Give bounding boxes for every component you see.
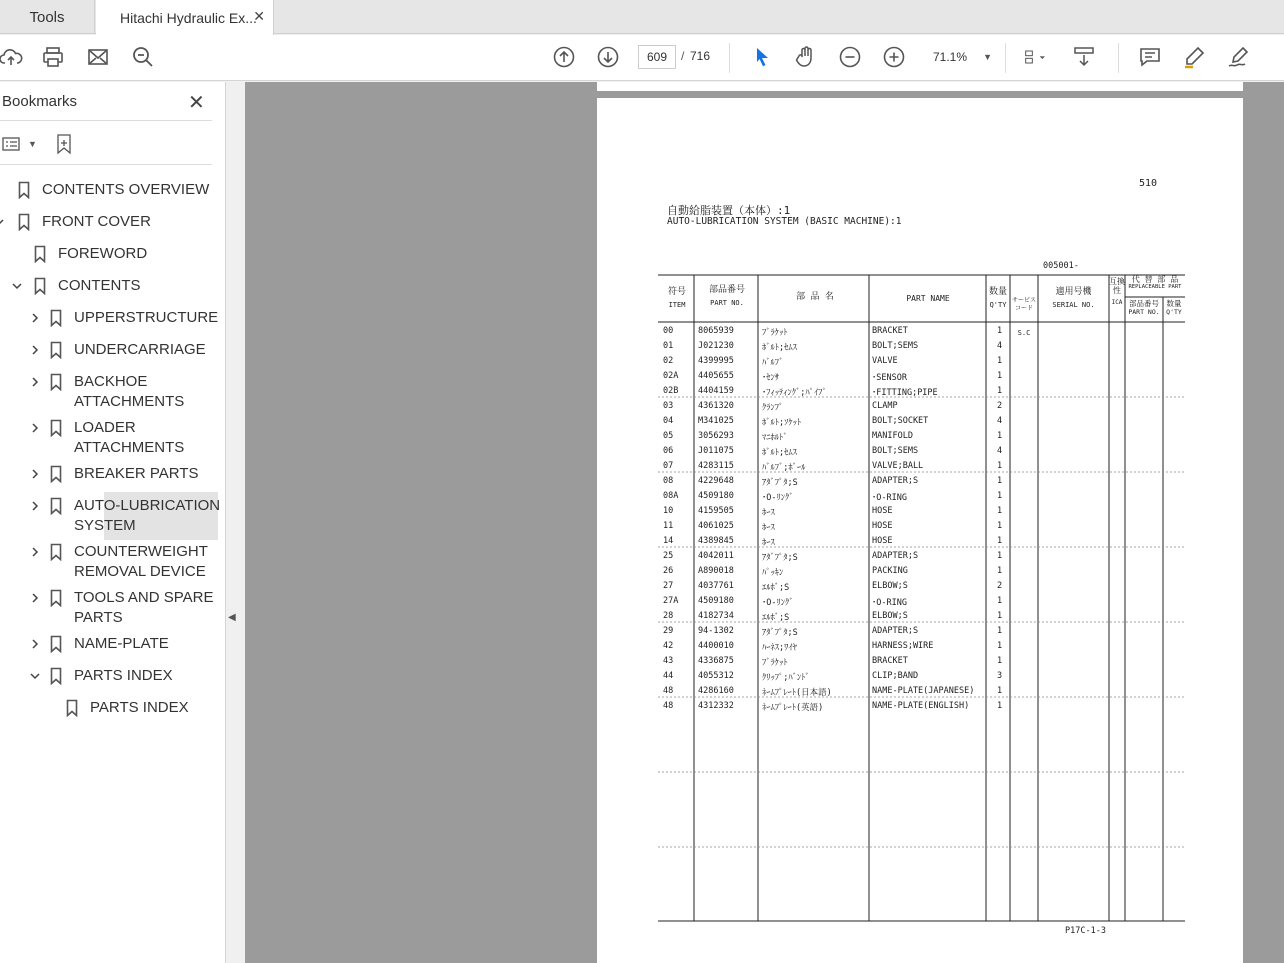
bookmark-icon [18,181,30,199]
cell-qty: 1 [997,656,1003,666]
page-separator: / [681,49,685,63]
bookmark-icon [18,213,30,231]
cell-qty: 3 [997,671,1003,681]
cell-qty: 1 [997,641,1003,651]
cell-name-jp: ﾎﾞﾙﾄ;ｾﾑｽ [762,343,797,353]
tab-tools-label: Tools [29,8,65,26]
bookmark-label [74,372,184,412]
chevron-right-icon[interactable] [28,591,42,605]
cell-item: 08A [663,491,679,501]
header-replaceable-qty: 数量 Q'TY [1166,299,1182,316]
cell-part-no: 4037761 [698,581,734,591]
tab-document-label: Hitachi Hydraulic Ex... [120,9,257,26]
cell-name-jp: ﾏﾆﾎﾙﾄﾞ [762,433,788,443]
bookmark-icon [50,465,62,483]
pdf-page [597,98,1243,963]
parts-table-grid [597,98,1243,963]
cell-item: 27 [663,581,674,591]
toolbar [0,35,1284,81]
cell-qty: 4 [997,341,1003,351]
cell-name-en: BOLT;SEMS [872,341,919,351]
zoom-select[interactable] [928,45,996,69]
cell-part-no: 4509180 [698,596,734,606]
bookmark-label-line1: BREAKER PARTS [74,465,199,482]
panel-divider [0,120,212,121]
cell-part-no: 4283115 [698,461,734,471]
tab-tools[interactable] [0,0,95,34]
cell-name-en: MANIFOLD [872,431,913,441]
bookmark-label [42,212,151,232]
sign-icon[interactable] [1225,44,1251,70]
chevron-right-icon[interactable] [28,343,42,357]
cell-item: 26 [663,566,674,576]
cell-qty: 1 [997,326,1003,336]
chevron-right-icon[interactable] [28,421,42,435]
footer-code: P17C-1-3 [1065,926,1106,936]
title-english: AUTO-LUBRICATION SYSTEM (BASIC MACHINE):1 [667,216,902,227]
bookmark-label [58,276,141,296]
title-japanese: 自動給脂装置（本体）:1 [667,204,791,217]
next-page-icon[interactable] [595,44,621,70]
cell-name-jp: ｸﾗﾝﾌﾟ [762,403,784,413]
bookmark-label-line2: SYSTEM [74,517,136,534]
bookmark-label-line2: ATTACHMENTS [74,439,185,456]
list-options-icon [2,135,24,153]
cell-name-en: CLIP;BAND [872,671,919,681]
cell-name-jp: ｱﾀﾞﾌﾟﾀ;S [762,553,798,563]
bookmark-item[interactable] [0,698,220,718]
bookmark-item[interactable] [0,666,220,686]
cell-name-jp: ･ｾﾝｻ [762,373,780,383]
cell-name-jp: ﾌﾞﾗｹｯﾄ [762,658,788,668]
chevron-right-icon[interactable] [28,499,42,513]
bookmark-item[interactable] [0,634,220,654]
cell-name-en: ADAPTER;S [872,476,919,486]
collapse-panel-icon[interactable]: ◀ [228,612,236,623]
close-panel-icon[interactable]: ✕ [188,92,205,114]
bookmark-item[interactable] [0,464,220,484]
bookmark-item[interactable] [0,308,220,328]
highlight-pen-icon[interactable] [1181,44,1207,70]
cell-item: 04 [663,416,674,426]
cell-item: 28 [663,611,674,621]
cell-item: 11 [663,521,674,531]
header-qty: 数量 Q'TY [988,287,1007,309]
cell-qty: 4 [997,416,1003,426]
cell-item: 43 [663,656,674,666]
bookmark-label-line1: UPPERSTRUCTURE [74,309,219,326]
zoom-value: 71.1% [933,50,968,64]
chevron-right-icon[interactable] [28,311,42,325]
cell-item: 14 [663,536,674,546]
cell-qty: 2 [997,401,1003,411]
cell-part-no: 4159505 [698,506,734,516]
cell-name-en: BOLT;SOCKET [872,416,929,426]
cell-part-no: 4405655 [698,371,734,381]
cell-name-en: ･O-RING [872,598,907,608]
cell-name-jp: ﾊｰﾈｽ;ﾜｲﾔ [762,643,797,653]
header-replaceable-part-no: 部品番号 PART NO. [1128,299,1160,316]
cell-part-no: 4182734 [698,611,734,621]
cell-item: 02A [663,371,679,381]
document-view[interactable] [245,82,1284,963]
cell-part-no: J011075 [698,446,734,456]
cell-part-no: 4361320 [698,401,734,411]
tab-document[interactable] [96,0,274,35]
bookmark-icon [66,699,78,717]
cell-qty: 1 [997,611,1003,621]
toolbar-divider [1118,43,1119,73]
bookmark-label [74,542,208,582]
add-bookmark-button[interactable] [54,132,76,156]
previous-page-icon[interactable] [551,44,577,70]
cell-item: 27A [663,596,679,606]
close-tab-icon[interactable]: ✕ [253,8,265,24]
panel-divider [0,164,212,165]
cell-qty: 1 [997,491,1003,501]
cell-qty: 1 [997,476,1003,486]
bookmark-label [90,698,189,718]
cell-name-jp: ｴﾙﾎﾞ;S [762,583,790,593]
cell-qty: 2 [997,581,1003,591]
cell-qty: 1 [997,686,1003,696]
page-total: 716 [690,49,711,63]
page-number-input[interactable]: 609 [638,45,676,69]
cell-name-en: ･SENSOR [872,373,907,383]
cell-name-en: ADAPTER;S [872,626,919,636]
cell-qty: 1 [997,506,1003,516]
bookmark-icon [34,277,46,295]
cell-item: 01 [663,341,674,351]
header-part-no: 部品番号 PART NO. [708,285,745,307]
bookmark-label [74,634,169,654]
cell-part-no: 3056293 [698,431,734,441]
chevron-down-icon: ▼ [28,139,37,149]
bookmark-icon [50,635,62,653]
cell-name-en: NAME-PLATE(ENGLISH) [872,701,970,711]
chevron-right-icon[interactable] [28,545,42,559]
cell-item: 42 [663,641,674,651]
cell-item: 00 [663,326,674,336]
cell-item: 44 [663,671,674,681]
bookmark-icon [50,309,62,327]
bookmark-label [74,666,173,686]
page-display-icon[interactable] [1016,44,1054,70]
cell-name-jp: ﾊﾟｯｷﾝ [762,568,784,578]
cell-part-no: M341025 [698,416,734,426]
bookmark-label-line1: LOADER [74,419,136,436]
cell-name-jp: ﾈｰﾑﾌﾟﾚｰﾄ(日本語) [762,688,832,698]
bookmark-icon [50,589,62,607]
bookmark-icon [50,497,62,515]
bookmark-icon [50,667,62,685]
bookmark-label-line1: TOOLS AND SPARE [74,589,214,606]
bookmark-item[interactable] [0,418,220,458]
bookmarks-panel [0,82,236,963]
toolbar-divider [729,43,730,73]
cell-item: 03 [663,401,674,411]
chevron-down-icon: ▼ [983,52,992,62]
cell-name-en: HOSE [872,521,893,531]
bookmarks-panel-title: Bookmarks [2,93,78,110]
cell-part-no: 4399995 [698,356,734,366]
header-item: 符号 ITEM [667,287,686,309]
cell-qty: 1 [997,461,1003,471]
chevron-down-icon[interactable] [0,215,6,229]
cell-name-en: VALVE;BALL [872,461,924,471]
bookmark-item[interactable] [0,180,220,200]
bookmark-label-line1: FRONT COVER [42,213,151,230]
chevron-right-icon[interactable] [28,467,42,481]
scroll-mode-icon[interactable] [1071,44,1097,70]
hand-tool-icon[interactable] [793,44,819,70]
cell-qty: 1 [997,356,1003,366]
upload-icon[interactable] [0,44,24,70]
cell-name-en: NAME-PLATE(JAPANESE) [872,686,975,696]
cell-item: 48 [663,686,674,696]
cell-item: 02B [663,386,679,396]
bookmark-label [74,340,206,360]
bookmark-label-line1: FOREWORD [58,245,148,262]
cell-name-jp: ﾎﾞﾙﾄ;ｾﾑｽ [762,448,797,458]
cell-item: 02 [663,356,674,366]
chevron-down-icon[interactable] [10,279,24,293]
cell-item: 48 [663,701,674,711]
cell-part-no: 8065939 [698,326,734,336]
cell-name-en: HOSE [872,536,893,546]
cell-part-no: 4061025 [698,521,734,531]
cell-name-en: VALVE [872,356,898,366]
bookmark-item[interactable] [0,340,220,360]
bookmark-icon [50,543,62,561]
cell-part-no: 4286160 [698,686,734,696]
previous-page-edge [597,82,1243,91]
cell-part-no: J021230 [698,341,734,351]
cell-part-no: A890018 [698,566,734,576]
cell-qty: 4 [997,446,1003,456]
cell-part-no: 4509180 [698,491,734,501]
cell-name-en: HOSE [872,506,893,516]
bookmark-label-line1: NAME-PLATE [74,635,169,652]
new-bookmark-icon [54,133,76,155]
cell-name-jp: ･ﾌｨｯﾃｨﾝｸﾞ;ﾊﾟｲﾌﾟ [762,388,827,398]
cell-qty: 1 [997,551,1003,561]
bookmark-item[interactable] [0,244,220,264]
cell-part-no: 4404159 [698,386,734,396]
cell-qty: 1 [997,536,1003,546]
chevron-right-icon[interactable] [28,637,42,651]
cell-item: 08 [663,476,674,486]
bookmark-item[interactable] [0,372,220,412]
search-icon[interactable] [130,44,156,70]
cell-name-en: BRACKET [872,656,908,666]
cell-part-no: 4400010 [698,641,734,651]
email-icon[interactable] [85,44,111,70]
serial-range: 005001- [1043,261,1079,271]
bookmark-item[interactable] [0,588,220,628]
cell-name-en: CLAMP [872,401,898,411]
bookmark-label-line2: ATTACHMENTS [74,393,185,410]
cell-item: 06 [663,446,674,456]
cell-name-jp: ｸﾘｯﾌﾟ;ﾊﾞﾝﾄﾞ [762,673,810,683]
cell-qty: 1 [997,626,1003,636]
bookmark-icon [50,341,62,359]
cell-name-jp: ﾎｰｽ [762,538,775,548]
cell-part-no: 4042011 [698,551,734,561]
cell-item: 10 [663,506,674,516]
cell-part-no: 4312332 [698,701,734,711]
cell-name-jp: ﾎﾞﾙﾄ;ｿｹｯﾄ [762,418,802,428]
cell-item: 07 [663,461,674,471]
header-service-code: サービス コード S.C [1011,297,1036,337]
cell-qty: 1 [997,701,1003,711]
cell-qty: 1 [997,596,1003,606]
bookmark-label-line1: PARTS INDEX [74,667,173,684]
cell-name-jp: ｴﾙﾎﾞ;S [762,613,790,623]
cell-name-en: ELBOW;S [872,581,908,591]
print-icon[interactable] [40,44,66,70]
bookmark-label [74,588,214,628]
bookmark-label-line1: COUNTERWEIGHT [74,543,208,560]
bookmark-label-line1: UNDERCARRIAGE [74,341,206,358]
bookmark-label [74,418,184,458]
cell-name-jp: ｱﾀﾞﾌﾟﾀ;S [762,628,798,638]
bookmark-label-line1: AUTO-LUBRICATION [74,497,221,514]
bookmark-icon [50,373,62,391]
page-number-label: 510 [1139,178,1158,189]
cell-name-en: HARNESS;WIRE [872,641,934,651]
cell-part-no: 94-1302 [698,626,734,636]
bookmark-label-line1: CONTENTS [58,277,141,294]
toolbar-divider [1005,43,1006,73]
cell-name-en: ･O-RING [872,493,907,503]
bookmark-label [74,496,220,536]
bookmark-item[interactable] [0,212,220,232]
bookmark-label-line1: PARTS INDEX [90,699,189,716]
cell-name-jp: ﾊﾞﾙﾌﾞ [762,358,784,368]
cell-part-no: 4055312 [698,671,734,681]
cell-part-no: 4336875 [698,656,734,666]
cell-name-jp: ﾎｰｽ [762,523,775,533]
cell-name-jp: ･O-ﾘﾝｸﾞ [762,598,794,608]
cell-qty: 1 [997,566,1003,576]
bookmark-item[interactable] [0,276,220,296]
tab-bar [0,0,1284,34]
bookmark-label-line2: REMOVAL DEVICE [74,563,206,580]
cell-name-en: ･FITTING;PIPE [872,388,938,398]
zoom-in-icon[interactable] [881,44,907,70]
cell-name-jp: ﾈｰﾑﾌﾟﾚｰﾄ(英語) [762,703,824,713]
cell-name-en: ADAPTER;S [872,551,919,561]
cell-qty: 1 [997,521,1003,531]
cell-item: 25 [663,551,674,561]
cell-name-en: BRACKET [872,326,908,336]
header-part-name-jp: 部 品 名 [796,292,834,302]
bookmark-label [58,244,147,264]
bookmark-label-line2: PARTS [74,609,123,626]
cell-name-jp: ﾊﾞﾙﾌﾞ;ﾎﾞｰﾙ [762,463,806,473]
cell-name-jp: ｱﾀﾞﾌﾟﾀ;S [762,478,798,488]
chevron-down-icon[interactable] [28,669,42,683]
cell-item: 29 [663,626,674,636]
zoom-out-icon[interactable] [837,44,863,70]
bookmark-label-line1: CONTENTS OVERVIEW [42,181,210,198]
bookmark-label-line1: BACKHOE [74,373,148,390]
cell-qty: 1 [997,386,1003,396]
bookmark-options-button[interactable] [2,132,37,156]
bookmark-label [42,180,209,200]
bookmark-item[interactable] [0,542,220,582]
cell-item: 05 [663,431,674,441]
cell-name-en: ELBOW;S [872,611,908,621]
bookmark-label [74,464,198,484]
cell-part-no: 4229648 [698,476,734,486]
cell-name-en: PACKING [872,566,908,576]
cell-part-no: 4389845 [698,536,734,546]
cell-qty: 1 [997,431,1003,441]
header-part-name-en: PART NAME [906,294,950,303]
cell-name-en: BOLT;SEMS [872,446,919,456]
cell-qty: 1 [997,371,1003,381]
comment-icon[interactable] [1137,44,1163,70]
header-replaceable: 代 替 部 品 REPLACEABLE PART [1128,275,1182,290]
bookmark-label [74,308,218,328]
bookmark-icon [34,245,46,263]
bookmark-icon [50,419,62,437]
chevron-right-icon[interactable] [28,375,42,389]
bookmark-item[interactable] [0,496,220,536]
header-interchangeability: 互換性 ICA [1109,277,1125,306]
cell-name-jp: ･O-ﾘﾝｸﾞ [762,493,794,503]
select-cursor-icon[interactable] [749,44,775,70]
cell-name-jp: ﾌﾞﾗｹｯﾄ [762,328,788,338]
header-serial: 適用号機 SERIAL NO. [1052,287,1095,309]
cell-name-jp: ﾎｰｽ [762,508,775,518]
